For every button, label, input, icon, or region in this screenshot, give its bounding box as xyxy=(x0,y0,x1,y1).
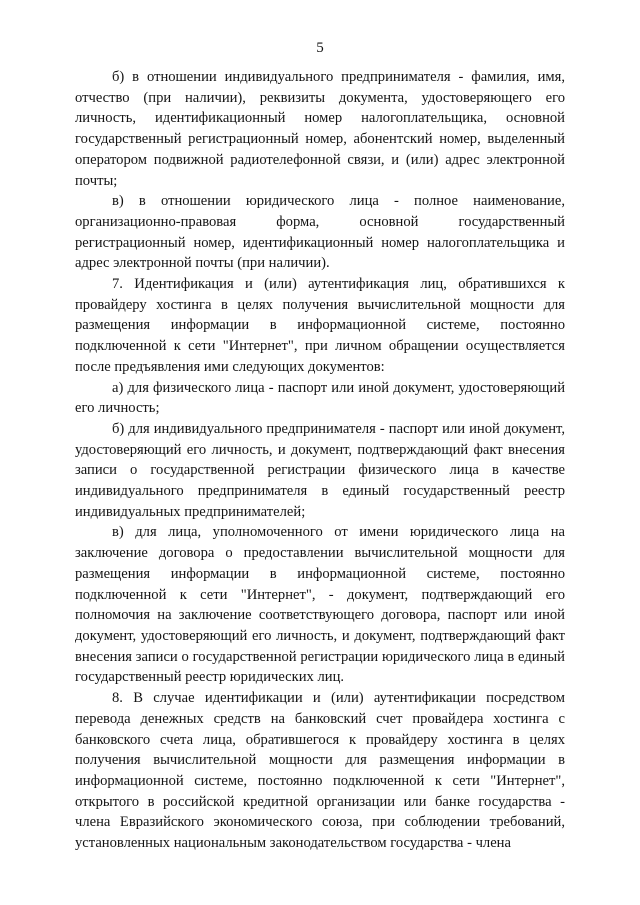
paragraph-a-individual-documents: а) для физического лица - паспорт или иной документ, удостоверяющий его личность; xyxy=(75,379,565,417)
paragraph-v-legal-entity-data: в) в отношении юридического лица - полное наименование, организационно-правовая форма, основной государственный регистрационный номер, идентификационный номер налогоплательщика и адрес электронной почты (при наличии). xyxy=(75,193,565,272)
paragraph-8-bank-transfer: 8. В случае идентификации и (или) аутентификации посредством перевода денежных средств на банковский счет провайдера хостинга с банковского счета лица, обратившегося к провайдеру хостинга в целях получения вычислительной мощности для размещения информации в информационной системе, постоянно подключенной к сети "Интернет", открытого в российской кредитной организации или банке государства - члена Евразийского экономического союза, при соблюдении требований, установленных национальным законодательством государства - члена xyxy=(75,690,565,852)
paragraph-v-representative-documents: в) для лица, уполномоченного от имени юридического лица на заключение договора о предоставлении вычислительной мощности для размещения информации в информационной системе, постоянно подключенной к сети "Интернет", - документ, подтверждающий его полномочия на заключение соответствующего договора, паспорт или иной документ, удостоверяющий его личность, и документ, подтверждающий факт внесения записи о государственной регистрации юридического лица в единый государственный реестр юридических лиц. xyxy=(75,524,565,686)
paragraph-7-identification: 7. Идентификация и (или) аутентификация лиц, обратившихся к провайдеру хостинга в целях получения вычислительной мощности для размещения информации в информационной системе, постоянно подключенной к сети "Интернет", при личном обращении осуществляется после предъявления ими следующих документов: xyxy=(75,276,565,375)
page-number: 5 xyxy=(316,40,324,56)
document-body xyxy=(75,67,565,854)
paragraph-b-entrepreneur-documents: б) для индивидуального предпринимателя - паспорт или иной документ, удостоверяющий его личность, и документ, подтверждающий факт внесения записи о государственной регистрации физического лица в качестве индивидуального предпринимателя в единый государственный реестр индивидуальных предпринимателей; xyxy=(75,420,565,520)
paragraph-b-entrepreneur-data: б) в отношении индивидуального предпринимателя - фамилия, имя, отчество (при наличии), реквизиты документа, удостоверяющего его личность, идентификационный номер налогоплательщика, основной государственный регистрационный номер, абонентский номер, выделенный оператором подвижной радиотелефонной связи, и (или) адрес электронной почты; xyxy=(75,69,565,189)
